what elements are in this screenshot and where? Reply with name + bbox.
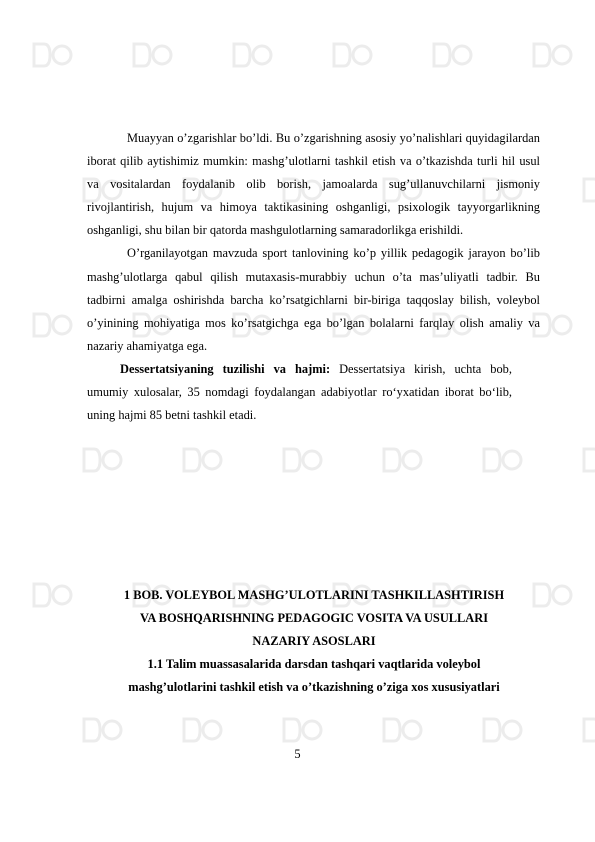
dissertation-structure-text: Dessertatsiya kirish, uchta bob, umumiy xulosalar, 35 nomdagi foydalangan adabiyotlar ro‘yxatidan iborat bo‘lib, uning hajmi 85 betni tashkil etadi. <box>87 361 512 423</box>
page-number: 5 <box>294 747 301 761</box>
logo-watermark-icon <box>428 40 474 70</box>
logo-watermark-icon <box>128 40 174 70</box>
chapter-title-line-1: 1 BOB. VOLEYBOL MASHG’ULOTLARINI TASHKILLASHTIRISH <box>123 588 505 602</box>
logo-watermark-icon <box>178 715 224 745</box>
logo-watermark-icon <box>28 580 74 610</box>
dissertation-structure-label: Dessertatsiyaning tuzilishi va hajmi: <box>120 361 331 376</box>
logo-watermark-icon <box>528 40 574 70</box>
section-title-line-2: mashg’ulotlarini tashkil etish va o’tkazishning o’ziga xos xususiyatlari <box>128 680 500 694</box>
logo-watermark-icon <box>328 40 374 70</box>
chapter-title-line-3: NAZARIY ASOSLARI <box>252 634 376 648</box>
logo-watermark-icon <box>178 445 224 475</box>
logo-watermark-icon <box>78 445 124 475</box>
section-title-line-1: 1.1 Talim muassasalarida darsdan tashqari vaqtlarida voleybol <box>147 657 481 671</box>
logo-watermark-icon <box>578 715 595 745</box>
logo-watermark-icon <box>578 175 595 205</box>
logo-watermark-icon <box>28 40 74 70</box>
logo-watermark-icon <box>28 310 74 340</box>
logo-watermark-icon <box>378 445 424 475</box>
logo-watermark-icon <box>478 445 524 475</box>
paragraph-selection: O’rganilayotgan mavzuda sport tanlovining ko’p yillik pedagogik jarayon bo’lib mashg’ulotlarga qabul qilish mutaxasis-murabbiy uchun o’ta mas’uliyatli tadbir. Bu tadbirni amalga oshirishda barcha ko’rsatgichlarni bir-biriga taqqoslay bilish, voleybol o’yinining mohiyatiga mos ko’rsatgichga ega bo’lgan bolalarni farqlay olish amaliy va nazariy ahamiyatga ega. <box>87 246 540 353</box>
logo-watermark-icon <box>478 715 524 745</box>
chapter-heading <box>80 584 548 699</box>
paragraph-changes: Muayyan o’zgarishlar bo’ldi. Bu o’zgarishning asosiy yo’nalishlari quyidagilardan iborat qilib aytishimiz mumkin: mashg’ulotlarni tashkil etish va o’tkazishda turli hil usul va vositalardan foydalanib olib borish, jamoalarda sug’ullanuvchilarni jismoniy rivojlantirish, hujum va himoya taktikasining oshganligi, psixologik tayyorgarlikning oshganligi, shu bilan bir qatorda mashgulotlarning samaradorlikga erishildi. <box>87 131 540 238</box>
logo-watermark-icon <box>278 445 324 475</box>
paragraph-dissertation-structure <box>87 358 512 427</box>
logo-watermark-icon <box>78 715 124 745</box>
page-body <box>87 127 540 427</box>
logo-watermark-icon <box>578 445 595 475</box>
logo-watermark-icon <box>278 715 324 745</box>
logo-watermark-icon <box>228 40 274 70</box>
chapter-title-line-2: VA BOSHQARISHNING PEDAGOGIC VOSITA VA USULLARI <box>139 611 489 625</box>
logo-watermark-icon <box>378 715 424 745</box>
